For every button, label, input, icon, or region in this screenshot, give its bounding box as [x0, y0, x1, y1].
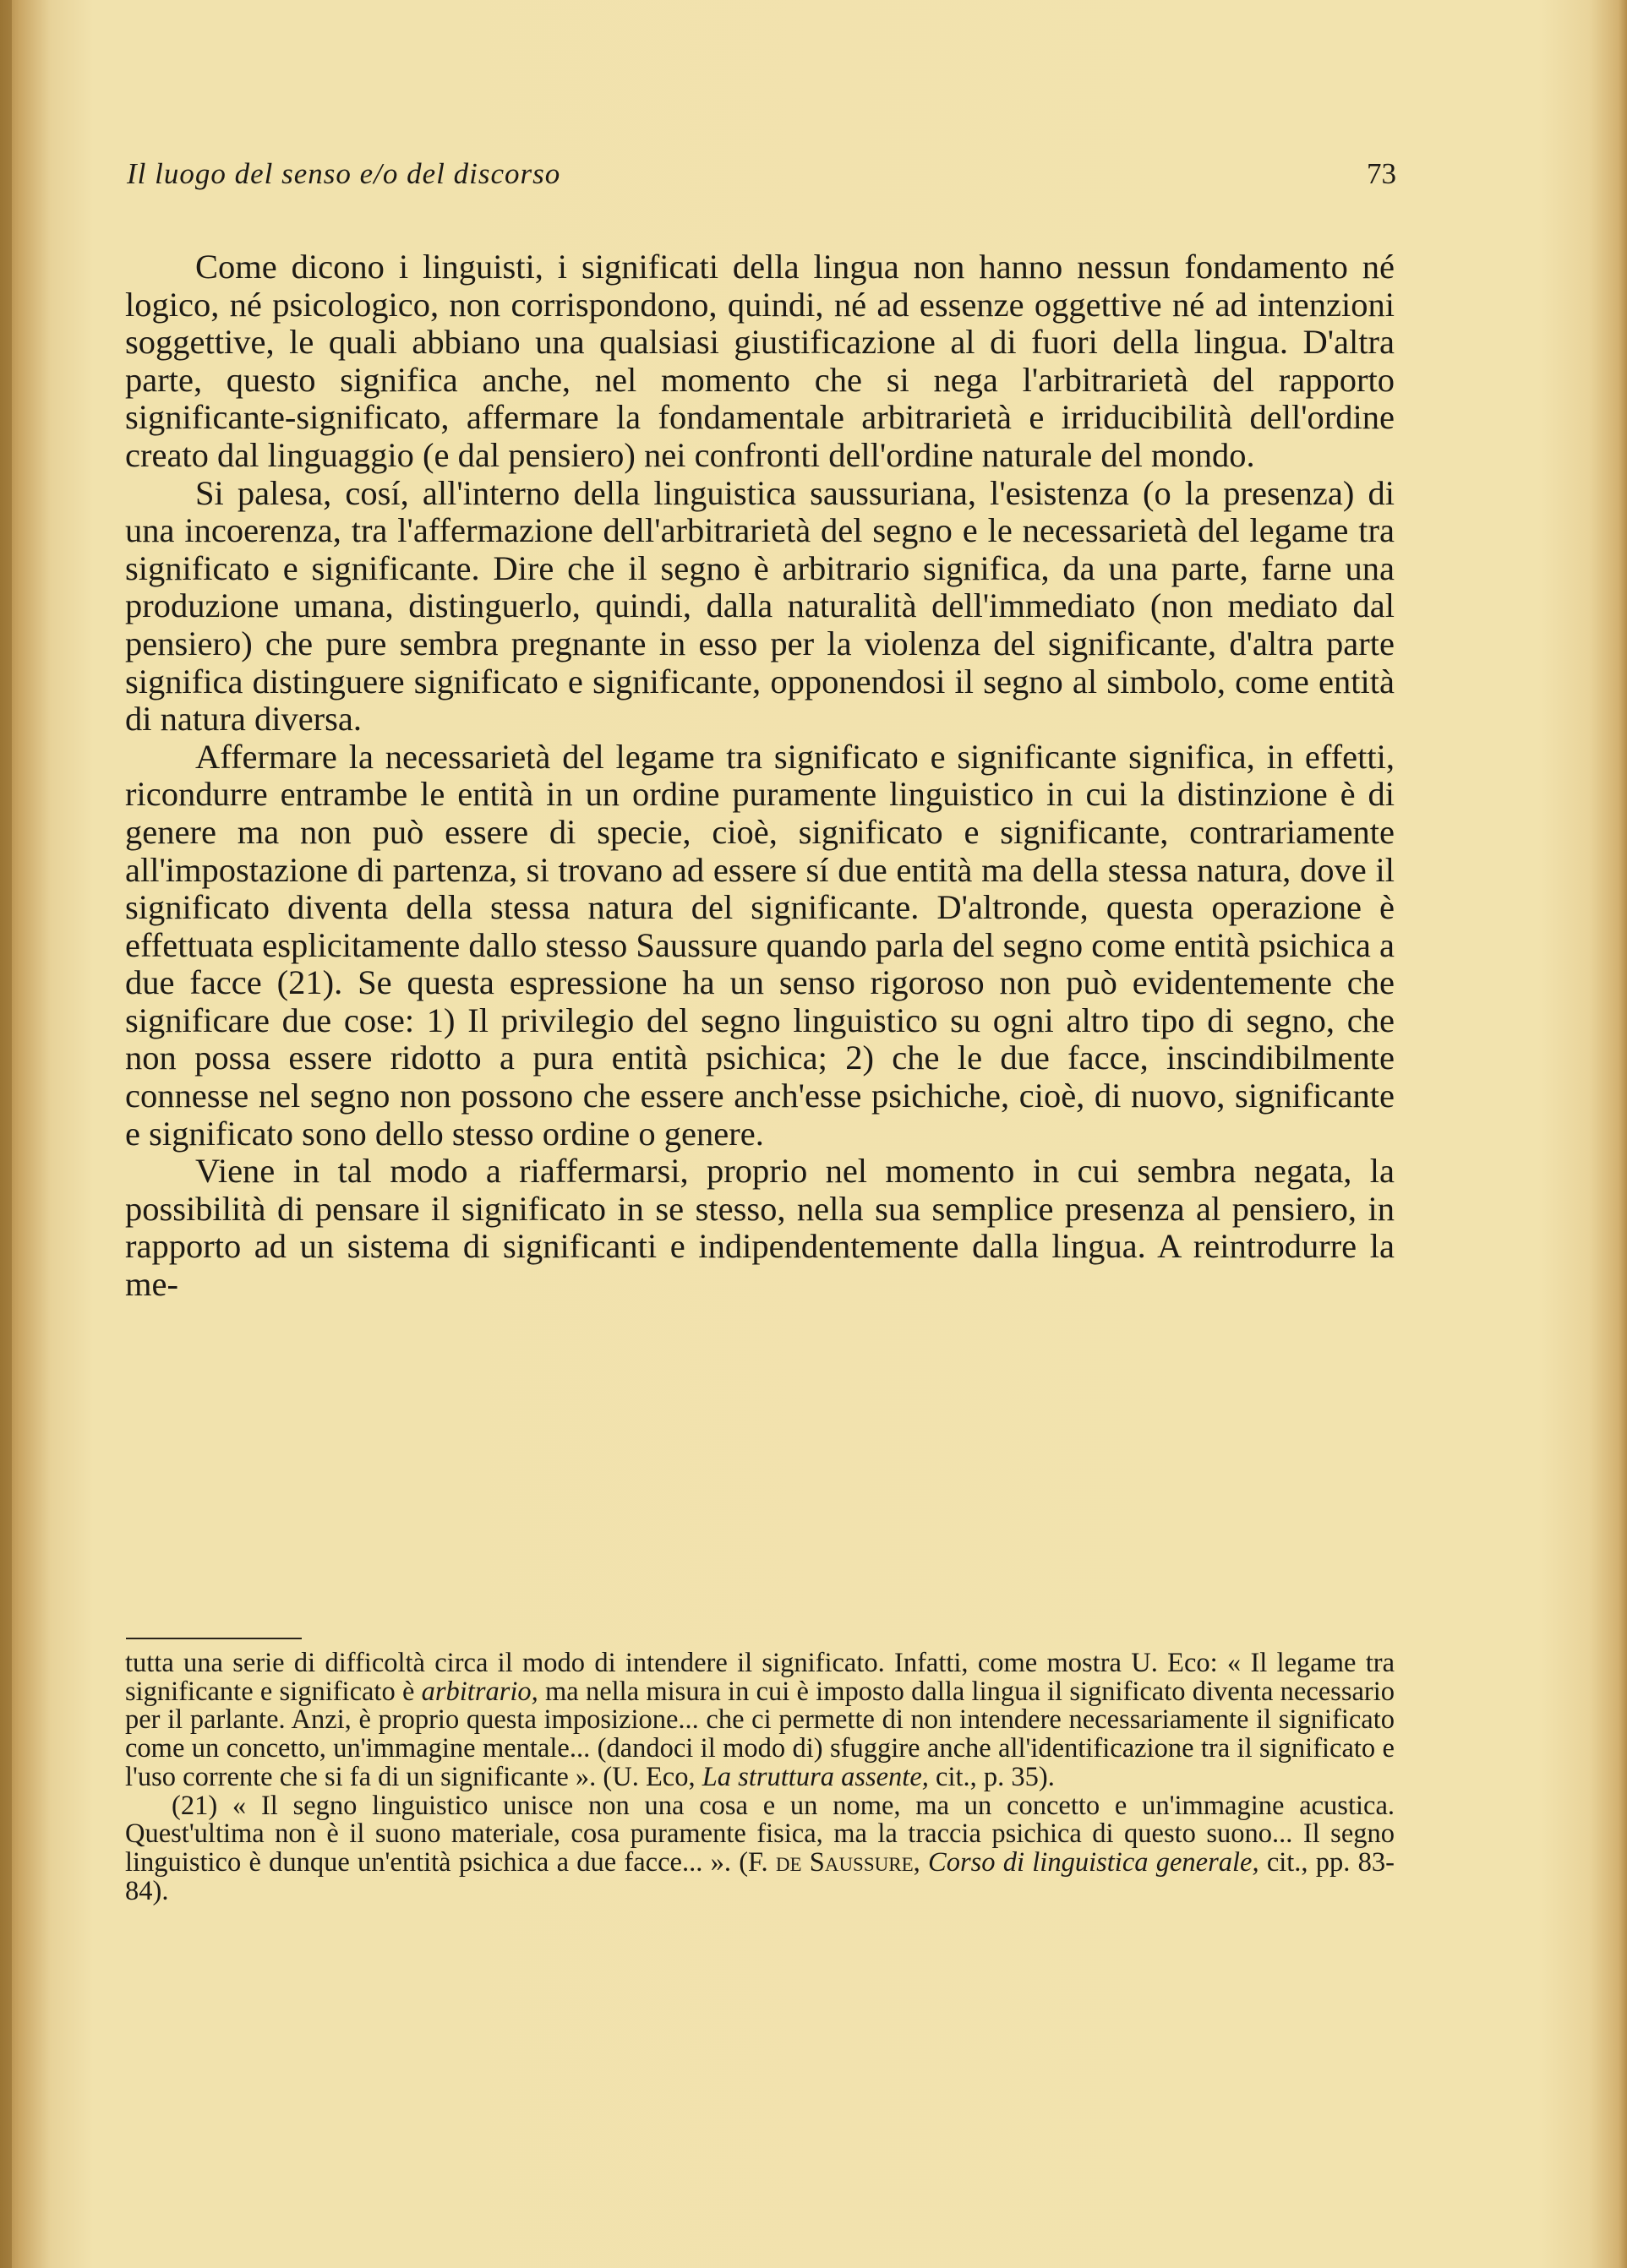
footnote-italic: arbitrario,: [421, 1676, 538, 1707]
footnote-21: [125, 1792, 1395, 1906]
paragraph: Si palesa, cosí, all'interno della linguistica saussuriana, l'esistenza (o la presenza) di una incoerenza, tra l'affermazione dell'arbitrarietà del segno e le necessarietà del legame tra significato e significante. Dire che il segno è arbitrario significa, da una parte, farne una produzione umana, distinguerlo, quindi, dalla naturalità dell'immediato (non mediato dal pensiero) che pure sembra pregnante in esso per la violenza del significante, d'altra parte significa distinguere significato e significante, opponendosi il segno al simbolo, come entità di natura diversa.: [125, 473, 1395, 739]
footnote-author: de Saussure,: [775, 1846, 920, 1878]
footnote-continued: [125, 1649, 1395, 1792]
footnote-citation: cit., pp. 83-84).: [125, 1846, 1395, 1906]
running-title: Il luogo del senso e/o del discorso: [127, 157, 561, 190]
footnotes: [125, 1649, 1395, 1905]
footnote-text: ma nella misura in cui è imposto dalla lingua il significato diventa necessario per il parlante. Anzi, è proprio questa imposizione... che ci permette di non intendere necessariamente il significato come un concetto, un'immagine mentale... (dandoci il modo di) sfuggire anche all'identificazione tra il significato e l'uso corrente che si fa di un significante ». (U. Eco,: [125, 1676, 1395, 1792]
main-text: [125, 248, 1395, 1304]
page-number: 73: [1367, 157, 1396, 190]
footnote-source-title: Corso di linguistica generale,: [928, 1846, 1259, 1878]
footnote-source-title: La struttura assente,: [702, 1761, 929, 1792]
paragraph: Affermare la necessarietà del legame tra significato e significante significa, in effetti, ricondurre entrambe le entità in un ordine puramente linguistico in cui la distinzione è di genere ma non può essere di specie, cioè, significato e significante, contrariamente all'impostazione di partenza, si trovano ad essere sí due entità ma della stessa natura, dove il significato diventa della stessa natura del significante. D'altronde, questa operazione è effettuata esplicitamente dallo stesso Saussure quando parla del segno come entità psichica a due facce (21). Se questa espressione ha un senso rigoroso non può evidentemente che significare due cose: 1) Il privilegio del segno linguistico su ogni altro tipo di segno, che non possa essere ridotto a pura entità psichica; 2) che le due facce, inscindibilmente connesse nel segno non possono che essere anch'esse psichiche, cioè, di nuovo, significante e significato sono dello stesso ordine o genere.: [125, 737, 1395, 1153]
footnote-text: tutta una serie di difficoltà circa il modo di intendere il significato. Infatti, come mostra U. Eco: « Il legame tra significante e significato è: [125, 1648, 1395, 1707]
footnote-separator: [126, 1638, 302, 1639]
book-spine-shadow: [0, 0, 12, 2268]
paragraph: Come dicono i linguisti, i significati della lingua non hanno nessun fondamento né logico, né psicologico, non corrispondono, quindi, né ad essenze oggettive né ad intenzioni soggettive, le quali abbiano una qualsiasi giustificazione al di fuori della lingua. D'altra parte, questo significa anche, nel momento che si nega l'arbitrarietà del rapporto significante-significato, affermare la fondamentale arbitrarietà e irriducibilità dell'ordine creato dal linguaggio (e dal pensiero) nei confronti dell'ordine naturale del mondo.: [125, 248, 1395, 474]
footnote-text: (21) « Il segno linguistico unisce non una cosa e un nome, ma un concetto e un'immagine acustica. Quest'ultima non è il suono materiale, cosa puramente fisica, ma la traccia psichica di questo suono... Il segno linguistico è dunque un'entità psichica a due facce... ». (F.: [125, 1790, 1395, 1878]
running-head: [127, 157, 1396, 199]
paragraph: Viene in tal modo a riaffermarsi, proprio nel momento in cui sembra negata, la possibilità di pensare il significato in se stesso, nella sua semplice presenza al pensiero, in rapporto ad un sistema di significanti e indipendentemente dalla lingua. A reintrodurre la me-: [125, 1152, 1395, 1304]
footnote-citation: cit., p. 35).: [928, 1761, 1055, 1792]
